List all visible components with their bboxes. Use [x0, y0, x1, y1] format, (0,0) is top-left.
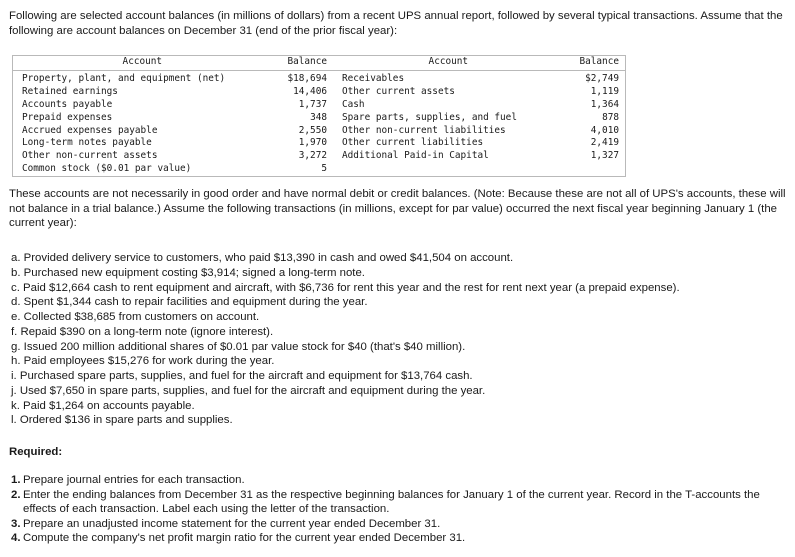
header-account-right: Account	[333, 56, 561, 70]
account-balances-table	[13, 56, 625, 176]
account-name-left: Property, plant, and equipment (net)	[22, 72, 226, 84]
header-balance-left: Balance	[269, 56, 333, 70]
transaction-item: d. Spent $1,344 cash to repair facilities and equipment during the year.	[11, 296, 368, 309]
balance-left: 2,550	[298, 124, 327, 136]
table-row	[13, 112, 625, 125]
account-name-left: Common stock ($0.01 par value)	[22, 163, 192, 175]
table-row	[13, 86, 625, 99]
account-name-right: Spare parts, supplies, and fuel	[342, 111, 517, 123]
table-row	[13, 150, 625, 163]
account-name-right: Cash	[342, 98, 365, 110]
account-name-right: Other current assets	[342, 85, 455, 97]
balance-right: 1,364	[590, 98, 619, 110]
balance-left: 5	[321, 163, 327, 175]
table-row	[13, 163, 625, 176]
balance-right: 4,010	[590, 124, 619, 136]
transaction-item: i. Purchased spare parts, supplies, and fuel for the aircraft and equipment for $13,764 cash.	[11, 370, 473, 382]
account-name-left: Prepaid expenses	[22, 111, 113, 123]
balance-left: 14,406	[293, 85, 327, 97]
transaction-item: k. Paid $1,264 on accounts payable.	[11, 399, 195, 412]
transaction-item: g. Issued 200 million additional shares of $0.01 par value stock for $40 (that's $40 million).	[11, 340, 466, 353]
account-name-left: Retained earnings	[22, 85, 118, 97]
balance-left: $18,694	[287, 72, 327, 84]
transaction-item: c. Paid $12,664 cash to rent equipment and aircraft, with $6,736 for rent this year and the rest for rent next year (a prepaid expense).	[11, 281, 680, 294]
requirement-text: Enter the ending balances from December 31 as the respective beginning balances for January 1 of the current year. Record in the T-accounts the effects of each transaction. Label each using the letter of the transaction.	[23, 488, 760, 516]
balance-left: 1,970	[298, 137, 327, 149]
account-name-left: Other non-current assets	[22, 150, 158, 162]
transaction-item: b. Purchased new equipment costing $3,914; signed a long-term note.	[11, 266, 365, 279]
account-name-left: Long-term notes payable	[22, 137, 152, 149]
balance-left: 3,272	[298, 150, 327, 162]
balance-right: 878	[602, 111, 619, 123]
requirement-item	[11, 473, 791, 488]
account-name-right	[333, 163, 561, 176]
account-balances-box	[12, 55, 626, 177]
requirement-text: Prepare an unadjusted income statement for the current year ended December 31.	[23, 517, 441, 530]
account-name-right: Other current liabilities	[342, 137, 484, 149]
account-name-right: Additional Paid-in Capital	[342, 150, 489, 162]
requirement-item	[11, 517, 791, 532]
balance-right: 1,327	[590, 150, 619, 162]
table-header-row	[13, 56, 625, 70]
transaction-item: e. Collected $38,685 from customers on account.	[11, 311, 260, 323]
requirement-text: Compute the company's net profit margin ratio for the current year ended December 31.	[23, 532, 466, 545]
balance-left: 1,737	[298, 98, 327, 110]
table-row	[13, 70, 625, 85]
header-balance-right: Balance	[561, 56, 625, 70]
balance-right	[561, 163, 625, 176]
balance-right: 2,419	[590, 137, 619, 149]
account-name-left: Accounts payable	[22, 98, 113, 110]
transaction-item: l. Ordered $136 in spare parts and supplies.	[11, 414, 233, 427]
account-name-right: Other non-current liabilities	[342, 124, 506, 136]
requirement-text: Prepare journal entries for each transaction.	[23, 474, 245, 486]
required-heading: Required:	[9, 446, 63, 458]
balance-right: 1,119	[590, 85, 619, 97]
requirements-list	[11, 473, 791, 546]
requirement-number: 4.	[11, 532, 21, 545]
account-name-right: Receivables	[342, 72, 405, 84]
account-name-left: Accrued expenses payable	[22, 124, 158, 136]
transaction-list	[11, 251, 791, 428]
transaction-item: a. Provided delivery service to customers, who paid $13,390 in cash and owed $41,504 on account.	[11, 252, 514, 264]
note-paragraph: These accounts are not necessarily in good order and have normal debit or credit balances. (Note: Because these are not all of UPS's accounts, these will not balance in a trial balance.) Assume the following transactions (in millions, except for par value) occurred the next fiscal year beginning January 1 (the current year):	[9, 188, 786, 230]
table-row	[13, 125, 625, 138]
requirement-number: 3.	[11, 517, 21, 530]
requirement-item	[11, 531, 791, 546]
table-row	[13, 137, 625, 150]
transaction-item: f. Repaid $390 on a long-term note (ignore interest).	[11, 325, 274, 338]
balance-right: $2,749	[585, 72, 619, 84]
balance-left: 348	[310, 111, 327, 123]
requirement-number: 1.	[11, 474, 21, 486]
requirement-item	[11, 488, 791, 517]
table-row	[13, 99, 625, 112]
transaction-item: j. Used $7,650 in spare parts, supplies, and fuel for the aircraft and equipment during the year.	[11, 384, 486, 397]
header-account-left: Account	[13, 56, 269, 70]
intro-paragraph: Following are selected account balances (in millions of dollars) from a recent UPS annual report, followed by several typical transactions. Assume that the following are account balances on December 31 (end of the prior fiscal year):	[9, 10, 783, 37]
account-balances-table-container	[12, 55, 622, 182]
requirement-number: 2.	[11, 488, 21, 501]
transaction-item: h. Paid employees $15,276 for work during the year.	[11, 355, 275, 368]
